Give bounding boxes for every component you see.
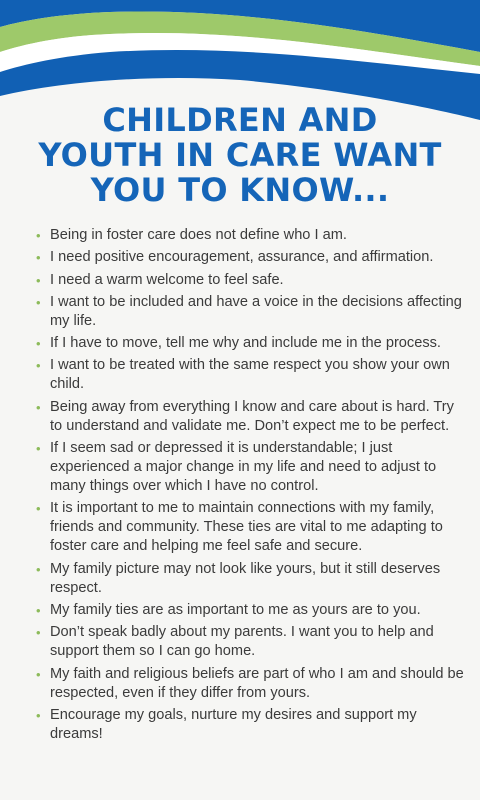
title-line-1: CHILDREN AND (102, 101, 378, 139)
list-item (36, 706, 470, 744)
list-item (36, 226, 470, 245)
list-item (36, 439, 470, 496)
list-item-text: I need positive encouragement, assurance, and affirmation. (50, 249, 434, 266)
title-line-2: YOUTH IN CARE WANT (38, 136, 442, 174)
bullet-icon: • (36, 250, 41, 266)
bullet-icon: • (36, 399, 41, 415)
bullet-icon: • (36, 228, 41, 243)
list-item-text: I need a warm welcome to feel safe. (50, 271, 284, 288)
list-item-text: Being away from everything I know and care about is hard. Try to understand and validate me. Don’t expect me to be perfect. (50, 398, 454, 434)
list-item (36, 356, 470, 394)
bullet-icon: • (36, 561, 41, 577)
list-item (36, 623, 470, 661)
list-item (36, 271, 470, 290)
list-item-text: I want to be included and have a voice in the decisions affecting my life. (50, 293, 462, 329)
bullet-icon: • (36, 272, 41, 288)
list-item (36, 601, 470, 620)
bullet-icon: • (36, 294, 41, 310)
page-title (0, 103, 480, 208)
list-item (36, 248, 470, 267)
bullet-icon: • (36, 501, 41, 517)
list-item (36, 665, 470, 703)
list-item (36, 398, 470, 436)
needs-list (36, 226, 470, 747)
list-item-text: If I seem sad or depressed it is understandable; I just experienced a major change in my life and need to adjust to many things over which I have no control. (50, 440, 437, 495)
list-item-text: Encourage my goals, nurture my desires and support my dreams! (50, 706, 417, 742)
list-item (36, 560, 470, 598)
list-item (36, 499, 470, 556)
list-item-text: If I have to move, tell me why and include me in the process. (50, 335, 441, 352)
list-item-text: Don’t speak badly about my parents. I want you to help and support them so I can go home. (50, 624, 434, 660)
list-item-text: It is important to me to maintain connections with my family, friends and community. These ties are vital to me adapting to foster care and helping me feel safe and secure. (50, 500, 443, 555)
bullet-icon: • (36, 441, 41, 457)
list-item (36, 293, 470, 331)
bullet-icon: • (36, 666, 41, 682)
list-item-text: My faith and religious beliefs are part of who I am and should be respected, even if they differ from yours. (50, 665, 464, 701)
list-item-text: I want to be treated with the same respect you show your own child. (50, 357, 450, 393)
bullet-icon: • (36, 336, 41, 352)
list-item-text: My family ties are as important to me as yours are to you. (50, 601, 421, 618)
title-line-3: YOU TO KNOW... (90, 171, 390, 209)
bullet-icon: • (36, 358, 41, 374)
list-item-text: Being in foster care does not define who I am. (50, 227, 347, 243)
bullet-icon: • (36, 625, 41, 641)
bullet-icon: • (36, 707, 41, 723)
list-item-text: My family picture may not look like yours, but it still deserves respect. (50, 560, 441, 596)
list-item (36, 334, 470, 353)
bullet-icon: • (36, 602, 41, 618)
